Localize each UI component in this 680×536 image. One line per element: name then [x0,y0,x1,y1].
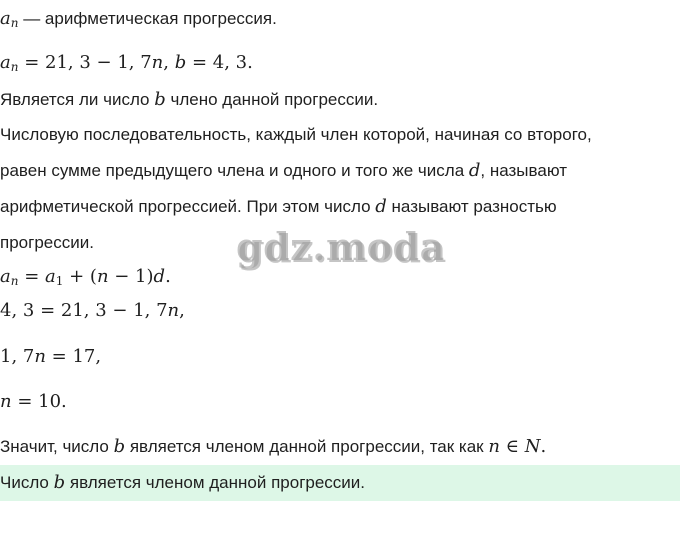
math-var: a [0,266,11,287]
math-var: d [468,160,481,181]
theory-text: равен сумме предыдущего члена и одного и того же числа [0,161,469,180]
math-var: a [0,8,11,29]
math-var: a [0,52,11,73]
theory-line [0,196,557,218]
conclusion-text: является членом данной прогрессии, так как [125,437,489,456]
theory-text: называют разностью [386,197,557,216]
math-expression: = 4, 3. [186,52,253,73]
math-var: n [34,346,46,367]
equation-line [0,391,67,413]
math-expression: = 10. [11,391,67,412]
math-var: b [154,89,166,110]
math-var: d [153,266,166,287]
math-var: b [174,52,187,73]
math-var: n [96,266,109,287]
math-expression: = 21, 3 − 1, 7 [18,52,152,73]
answer-text: является членом данной прогрессии. [65,473,366,492]
math-expression: = 17, [45,346,102,367]
given-line [0,52,253,74]
conclusion-line [0,436,546,458]
definition-text: — арифметическая прогрессия. [18,9,277,28]
math-var: n [488,436,500,457]
math-var: b [113,436,126,457]
question-line [0,89,378,111]
answer-text: Число [0,473,54,492]
math-var: n [167,300,180,321]
theory-text: прогрессии. [0,233,94,252]
equation-line [0,346,101,368]
math-subscript: 1 [55,274,64,288]
definition-line [0,8,277,30]
math-operator: − 1) [108,266,154,287]
math-var: d [375,196,387,217]
math-separator: , [163,52,175,73]
theory-text: , называют [480,161,567,180]
math-operator: , [179,300,185,321]
math-subscript: n [10,16,19,30]
watermark: gdz.moda [236,224,445,269]
math-expression: 1, 7 [0,346,35,367]
math-var: b [53,472,66,493]
math-var: N [524,436,541,457]
math-operator: + ( [63,266,97,287]
math-subscript: n [10,274,19,288]
answer-line [0,472,365,494]
math-operator: ∈ [499,436,525,457]
theory-line [0,124,592,146]
math-operator: . [540,436,547,457]
math-operator: = [18,266,45,287]
theory-text: Числовую последовательность, каждый член которой, начиная со второго, [0,125,592,144]
math-expression: 4, 3 = 21, 3 − 1, 7 [0,300,168,321]
math-subscript: n [10,60,19,74]
math-operator: . [165,266,171,287]
theory-line [0,160,567,182]
question-text: Является ли число [0,90,155,109]
math-var: n [151,52,164,73]
math-var: n [0,391,12,412]
question-text: члено данной прогрессии. [165,90,379,109]
theory-line [0,232,94,254]
math-var: a [45,266,56,287]
equation-line [0,300,185,322]
theory-text: арифметической прогрессией. При этом число [0,197,376,216]
conclusion-text: Значит, число [0,437,114,456]
formula-line [0,266,171,288]
